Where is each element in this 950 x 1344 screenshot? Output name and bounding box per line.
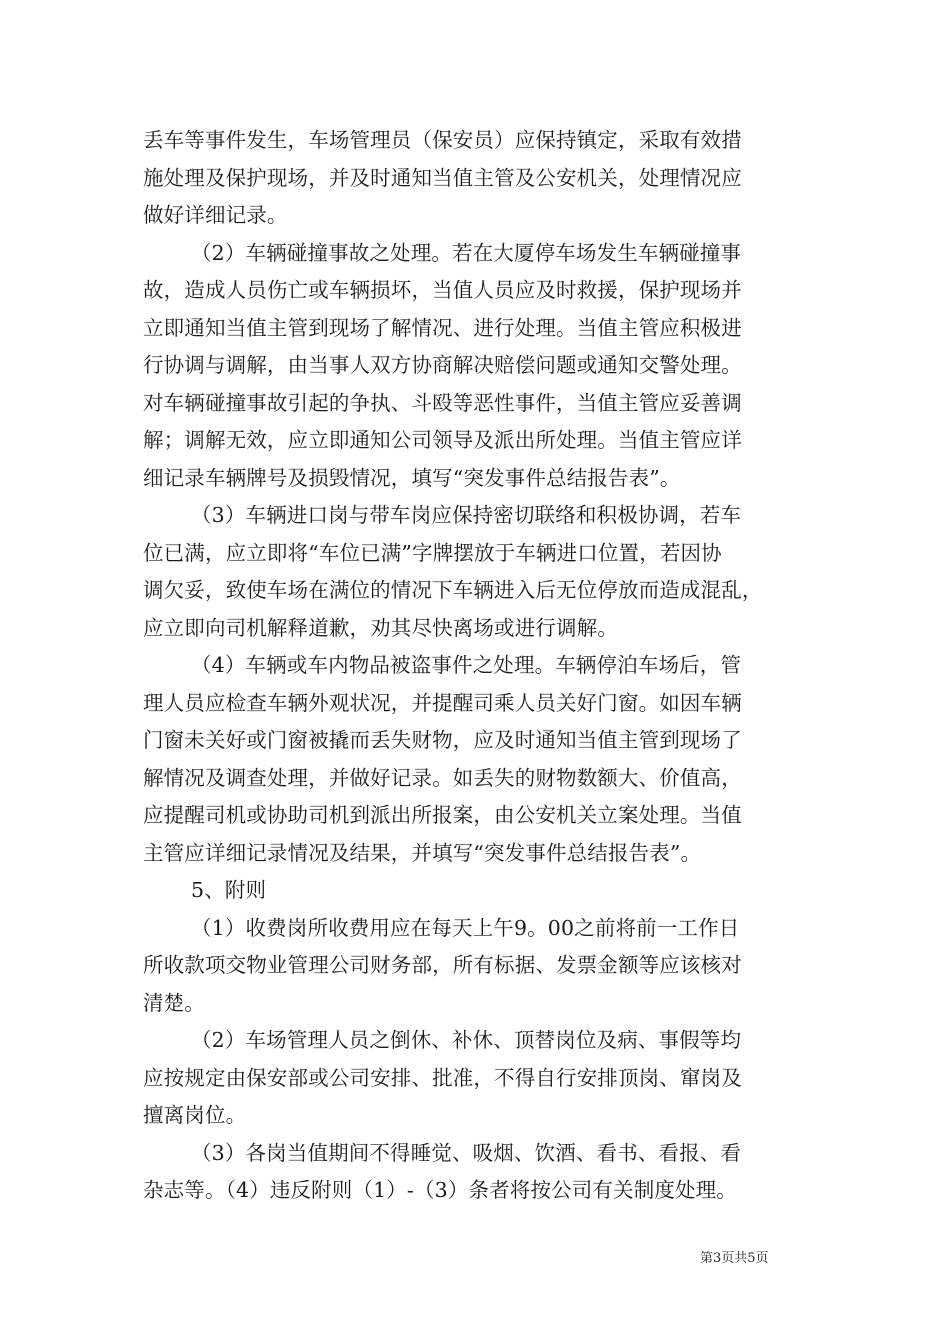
text-line: 应按规定由保安部或公司安排、批准，不得自行安排顶岗、窜岗及 bbox=[143, 1065, 742, 1090]
text-line: 对车辆碰撞事故引起的争执、斗殴等恶性事件，当值主管应妥善调 bbox=[143, 390, 742, 415]
document-body bbox=[143, 122, 813, 1210]
text-line: 做好详细记录。 bbox=[143, 203, 288, 227]
text-line: 5、附则 bbox=[191, 878, 267, 902]
text-line: 主管应详细记录情况及结果，并填写“突发事件总结报告表”。 bbox=[143, 840, 702, 865]
text-line: 位已满，应立即将“车位已满”字牌摆放于车辆进口位置，若因协 bbox=[143, 540, 722, 565]
text-line: 故，造成人员伤亡或车辆损坏，当值人员应及时救援，保护现场并 bbox=[143, 278, 742, 302]
text-line: 应提醒司机或协助司机到派出所报案，由公安机关立案处理。当值 bbox=[143, 803, 742, 827]
text-line: （1）收费岗所收费用应在每天上午9。00之前将前一工作日 bbox=[191, 915, 740, 940]
text-line: 所收款项交物业管理公司财务部，所有标据、发票金额等应该核对 bbox=[143, 953, 742, 977]
text-line: 理人员应检查车辆外观状况，并提醒司乘人员关好门窗。如因车辆 bbox=[143, 690, 742, 715]
text-line: （4）车辆或车内物品被盗事件之处理。车辆停泊车场后，管 bbox=[191, 653, 742, 677]
text-line: 解；调解无效，应立即通知公司领导及派出所处理。当值主管应详 bbox=[143, 428, 742, 452]
text-line: 行协调与调解，由当事人双方协商解决赔偿问题或通知交警处理。 bbox=[143, 353, 742, 377]
text-line: 细记录车辆牌号及损毁情况，填写“突发事件总结报告表”。 bbox=[143, 465, 681, 490]
text-line: （3）各岗当值期间不得睡觉、吸烟、饮酒、看书、看报、看 bbox=[191, 1140, 742, 1165]
text-line: 丢车等事件发生，车场管理员（保安员）应保持镇定，采取有效措 bbox=[143, 128, 742, 152]
text-line: 门窗未关好或门窗被撬而丢失财物，应及时通知当值主管到现场了 bbox=[143, 728, 742, 752]
text-line: 施处理及保护现场，并及时通知当值主管及公安机关，处理情况应 bbox=[143, 165, 742, 190]
text-line: 应立即向司机解释道歉，劝其尽快离场或进行调解。 bbox=[143, 615, 618, 640]
text-line: 杂志等。（4）违反附则（1）-（3）条者将按公司有关制度处理。 bbox=[143, 1178, 737, 1202]
text-line: 调欠妥，致使车场在满位的情况下车辆进入后无位停放而造成混乱， bbox=[143, 578, 763, 602]
text-line: （3）车辆进口岗与带车岗应保持密切联络和积极协调，若车 bbox=[191, 503, 742, 527]
text-line: 擅离岗位。 bbox=[143, 1103, 247, 1127]
text-line: 解情况及调查处理，并做好记录。如丢失的财物数额大、价值高， bbox=[143, 765, 742, 790]
page-number: 第3页共5页 bbox=[700, 1251, 769, 1266]
text-line: （2）车场管理人员之倒休、补休、顶替岗位及病、事假等均 bbox=[191, 1028, 742, 1052]
text-line: 立即通知当值主管到现场了解情况、进行处理。当值主管应积极进 bbox=[143, 315, 742, 340]
text-line: 清楚。 bbox=[143, 990, 205, 1015]
text-line: （2）车辆碰撞事故之处理。若在大厦停车场发生车辆碰撞事 bbox=[191, 240, 742, 265]
